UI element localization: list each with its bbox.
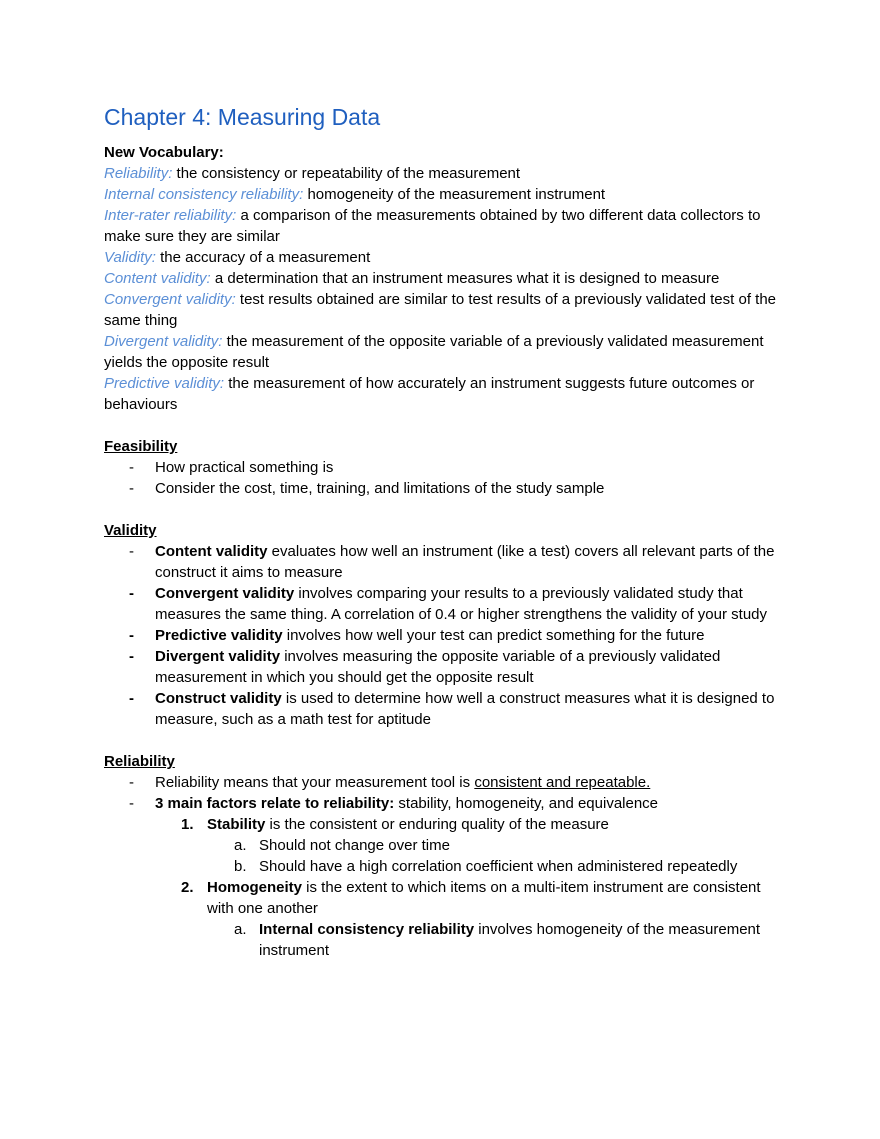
vocab-definition: a determination that an instrument measures what it is designed to measure (214, 270, 720, 287)
vocab-definition: the measurement of how accurately an instrument suggests future outcomes or behaviours (104, 375, 755, 413)
page-title: Chapter 4: Measuring Data (104, 104, 381, 130)
list-item: - How practical something is (129, 459, 334, 476)
validity-heading: Validity (104, 522, 157, 539)
vocab-definition: the consistency or repeatability of the measurement (176, 165, 521, 182)
vocab-heading: New Vocabulary: (104, 144, 224, 161)
lettered-item: a. Internal consistency reliability involves homogeneity of the measurement instrument (234, 921, 761, 959)
numbered-item: 2. Homogeneity is the extent to which items on a multi-item instrument are consistent with one another (181, 879, 761, 917)
vocab-entry-convergent-validity (104, 289, 784, 331)
list-item: - Reliability means that your measurement tool is consistent and repeatable. (129, 774, 651, 791)
dash-bullet: - (129, 690, 134, 707)
vocab-entry-divergent-validity (104, 331, 784, 373)
vocab-term: Content validity: (104, 270, 211, 287)
dash-bullet: - (129, 480, 134, 497)
vocab-term: Validity: (104, 249, 156, 266)
vocab-entry-reliability (104, 163, 784, 184)
spacer (104, 730, 784, 751)
dash-bullet: - (129, 543, 134, 560)
vocab-entry-validity (104, 247, 784, 268)
vocab-term: Inter-rater reliability: (104, 207, 237, 224)
list-number: 1. (181, 816, 194, 833)
vocab-term: Divergent validity: (104, 333, 223, 350)
vocab-term: Convergent validity: (104, 291, 236, 308)
vocab-definition: a comparison of the measurements obtained by two different data collectors to make sure they are similar (104, 207, 761, 245)
list-item: - Content validity evaluates how well an instrument (like a test) covers all relevant parts of the construct it aims to measure (129, 543, 775, 581)
dash-bullet: - (129, 774, 134, 791)
vocab-entry-content-validity (104, 268, 784, 289)
lettered-item: a. Should not change over time (234, 837, 450, 854)
list-letter: a. (234, 837, 247, 854)
vocab-term: Internal consistency reliability: (104, 186, 304, 203)
vocab-definition: homogeneity of the measurement instrument (307, 186, 606, 203)
lettered-item: b. Should have a high correlation coefficient when administered repeatedly (234, 858, 738, 875)
vocab-definition: the accuracy of a measurement (160, 249, 371, 266)
vocab-entry-internal-consistency (104, 184, 784, 205)
list-item: - 3 main factors relate to reliability: stability, homogeneity, and equivalence (129, 795, 659, 812)
list-letter: a. (234, 921, 247, 938)
vocab-term: Reliability: (104, 165, 173, 182)
dash-bullet: - (129, 627, 134, 644)
spacer (104, 415, 784, 436)
vocab-definition: the measurement of the opposite variable of a previously validated measurement yields the opposite result (104, 333, 764, 371)
dash-bullet: - (129, 585, 134, 602)
vocab-entry-predictive-validity (104, 373, 784, 415)
dash-bullet: - (129, 459, 134, 476)
vocab-entry-inter-rater (104, 205, 784, 247)
dash-bullet: - (129, 648, 134, 665)
document-content (104, 100, 784, 961)
list-item: - Predictive validity involves how well your test can predict something for the future (129, 627, 705, 644)
numbered-item: 1. Stability is the consistent or enduring quality of the measure (181, 816, 609, 833)
dash-bullet: - (129, 795, 134, 812)
spacer (104, 499, 784, 520)
list-letter: b. (234, 858, 247, 875)
feasibility-heading: Feasibility (104, 438, 178, 455)
vocab-term: Predictive validity: (104, 375, 225, 392)
list-item: - Convergent validity involves comparing your results to a previously validated study that measures the same thing. A correlation of 0.4 or higher strengthens the validity of your study (129, 585, 768, 623)
list-item: - Consider the cost, time, training, and limitations of the study sample (129, 480, 605, 497)
list-item: - Divergent validity involves measuring the opposite variable of a previously validated measurement in which you should get the opposite result (129, 648, 721, 686)
list-number: 2. (181, 879, 194, 896)
reliability-heading: Reliability (104, 753, 175, 770)
list-item: - Construct validity is used to determine how well a construct measures what it is designed to measure, such as a math test for aptitude (129, 690, 775, 728)
vocab-definition: test results obtained are similar to test results of a previously validated test of the same thing (104, 291, 777, 329)
